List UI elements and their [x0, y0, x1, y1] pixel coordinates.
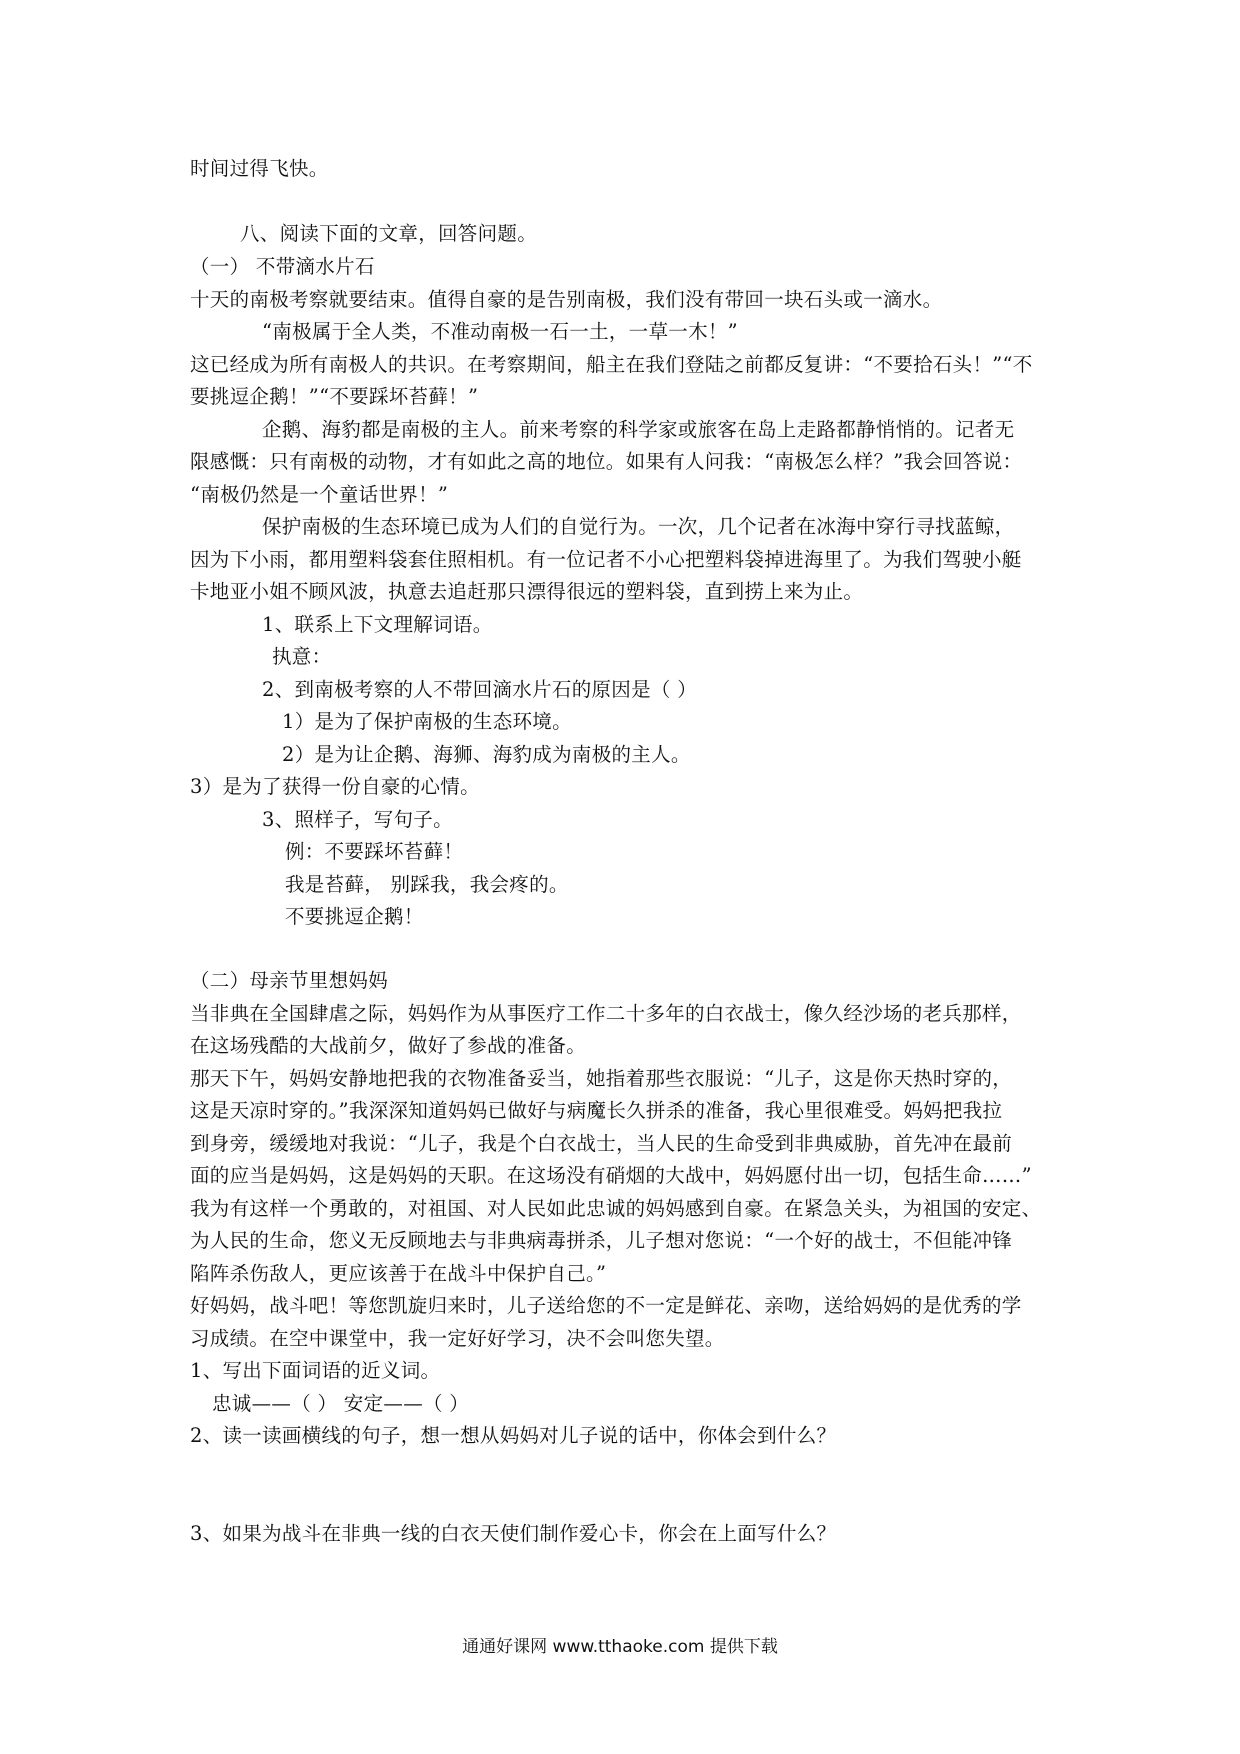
question-3-example-answer: 我是苔藓， 别踩我，我会疼的。 — [285, 873, 569, 896]
passage-2-question-1: 1、写出下面词语的近义词。 — [190, 1359, 441, 1382]
passage-1-line: “南极属于全人类，不准动南极一石一土，一草一木！” — [262, 320, 738, 343]
passage-2-question-3: 3、如果为战斗在非典一线的白衣天使们制作爱心卡，你会在上面写什么？ — [190, 1522, 837, 1545]
passage-2-line: 习成绩。在空中课堂中，我一定好好学习，决不会叫您失望。 — [190, 1327, 725, 1350]
passage-1-line: “南极仍然是一个童话世界！” — [190, 483, 449, 506]
passage-2-line: 在这场残酷的大战前夕，做好了参战的准备。 — [190, 1034, 587, 1057]
passage-1-line: 这已经成为所有南极人的共识。在考察期间，船主在我们登陆之前都反复讲：“不要拾石头！”“不 — [190, 353, 1033, 376]
passage-2-question-1-words: 忠诚——（ ） 安定——（ ） — [212, 1392, 470, 1415]
passage-1-line: 十天的南极考察就要结束。值得自豪的是告别南极，我们没有带回一块石头或一滴水。 — [190, 288, 943, 311]
passage-2-line: 面的应当是妈妈，这是妈妈的天职。在这场没有硝烟的大战中，妈妈愿付出一切，包括生命……” — [190, 1164, 1032, 1187]
page-footer: 通通好课网 www.tthaoke.com 提供下载 — [462, 1637, 778, 1657]
question-3-example: 例：不要踩坏苔藓！ — [285, 840, 464, 863]
question-1-word: 执意： — [272, 645, 332, 668]
passage-2-line: 到身旁，缓缓地对我说：“儿子，我是个白衣战士，当人民的生命受到非典威胁，首先冲在最前 — [190, 1132, 1013, 1155]
question-3-task: 不要挑逗企鹅！ — [285, 905, 424, 928]
question-2-option: 1）是为了保护南极的生态环境。 — [282, 710, 572, 733]
passage-2-line: 我为有这样一个勇敢的，对祖国、对人民如此忠诚的妈妈感到自豪。在紧急关头，为祖国的安定、 — [190, 1197, 1042, 1220]
passage-1-line: 企鹅、海豹都是南极的主人。前来考察的科学家或旅客在岛上走路都静悄悄的。记者无 — [262, 418, 1015, 441]
passage-2-line: 这是天凉时穿的。”我深深知道妈妈已做好与病魔长久拼杀的准备，我心里很难受。妈妈把我拉 — [190, 1099, 1003, 1122]
passage-2-line: 陷阵杀伤敌人，更应该善于在战斗中保护自己。” — [190, 1262, 607, 1285]
passage-1-title: （一） 不带滴水片石 — [190, 255, 375, 278]
question-3: 3、照样子，写句子。 — [262, 808, 453, 831]
question-1: 1、联系上下文理解词语。 — [262, 613, 493, 636]
passage-1-line: 要挑逗企鹅！”“不要踩坏苔藓！” — [190, 385, 479, 408]
question-2-option: 2）是为让企鹅、海狮、海豹成为南极的主人。 — [282, 743, 691, 766]
passage-1-line: 限感慨：只有南极的动物，才有如此之高的地位。如果有人问我：“南极怎么样？”我会回答说： — [190, 450, 1023, 473]
passage-1-line: 卡地亚小姐不顾风波，执意去追赶那只漂得很远的塑料袋，直到捞上来为止。 — [190, 580, 864, 603]
passage-2-line: 当非典在全国肆虐之际，妈妈作为从事医疗工作二十多年的白衣战士，像久经沙场的老兵那样， — [190, 1002, 1022, 1025]
passage-2-question-2: 2、读一读画横线的句子，想一想从妈妈对儿子说的话中，你体会到什么？ — [190, 1424, 837, 1447]
passage-2-line: 那天下午，妈妈安静地把我的衣物准备妥当，她指着那些衣服说：“儿子，这是你天热时穿的， — [190, 1067, 1013, 1090]
passage-2-title: （二）母亲节里想妈妈 — [190, 969, 389, 992]
section-heading: 八、阅读下面的文章，回答问题。 — [240, 222, 538, 245]
passage-2-line: 为人民的生命，您义无反顾地去与非典病毒拼杀，儿子想对您说：“一个好的战士，不但能冲锋 — [190, 1229, 1013, 1252]
question-2-option: 3）是为了获得一份自豪的心情。 — [190, 775, 480, 798]
question-2: 2、到南极考察的人不带回滴水片石的原因是（ ） — [262, 678, 698, 701]
passage-2-line: 好妈妈，战斗吧！等您凯旋归来时，儿子送给您的不一定是鲜花、亲吻，送给妈妈的是优秀的学 — [190, 1294, 1022, 1317]
previous-text-tail: 时间过得飞快。 — [190, 157, 329, 180]
passage-1-line: 保护南极的生态环境已成为人们的自觉行为。一次，几个记者在冰海中穿行寻找蓝鲸， — [262, 515, 1015, 538]
passage-1-line: 因为下小雨，都用塑料袋套住照相机。有一位记者不小心把塑料袋掉进海里了。为我们驾驶小艇 — [190, 548, 1022, 571]
